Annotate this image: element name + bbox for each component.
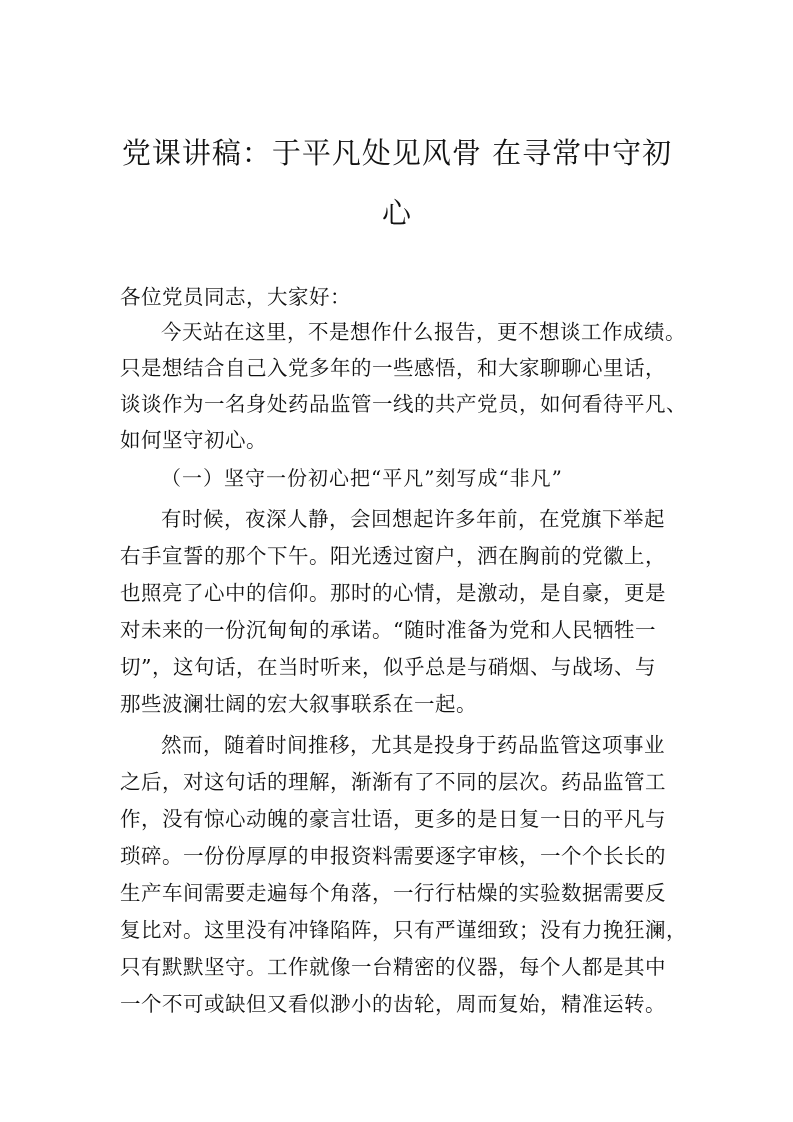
body-line: 只有默默坚守。工作就像一台精密的仪器，每个人都是其中: [120, 955, 666, 979]
body-line: 复比对。这里没有冲锋陷阵，只有严谨细致；没有力挽狂澜，: [120, 918, 687, 942]
body-line: 然而，随着时间推移，尤其是投身于药品监管这项事业: [161, 733, 665, 757]
body-line: 切”，这句话，在当时听来，似乎总是与硝烟、与战场、与: [120, 655, 656, 679]
body-line: 右手宣誓的那个下午。阳光透过窗户，洒在胸前的党徽上，: [120, 544, 666, 568]
body-line: 谈谈作为一名身处药品监管一线的共产党员，如何看待平凡、: [120, 392, 687, 416]
body-line: 有时候，夜深人静，会回想起许多年前，在党旗下举起: [161, 507, 665, 531]
body-line: 今天站在这里，不是想作什么报告，更不想谈工作成绩。: [161, 320, 686, 344]
salutation-line: 各位党员同志，大家好：: [120, 285, 351, 309]
body-line: 如何坚守初心。: [120, 428, 267, 452]
body-line: 也照亮了心中的信仰。那时的心情，是激动，是自豪，更是: [120, 581, 666, 605]
body-line: 之后，对这句话的理解，渐渐有了不同的层次。药品监管工: [120, 770, 666, 794]
body-line: 对未来的一份沉甸甸的承诺。“随时准备为党和人民牺牲一: [120, 618, 656, 642]
document-title-line-2: 心: [381, 196, 412, 230]
body-line: 琐碎。一份份厚厚的申报资料需要逐字审核，一个个长长的: [120, 844, 666, 868]
body-line: 只是想结合自己入党多年的一些感悟，和大家聊聊心里话，: [120, 356, 666, 380]
body-line: 那些波澜壮阔的宏大叙事联系在一起。: [120, 692, 477, 716]
body-line: 作，没有惊心动魄的豪言壮语，更多的是日复一日的平凡与: [120, 807, 666, 831]
document-title-line-1: 党课讲稿：于平凡处见风骨 在寻常中守初: [121, 136, 673, 170]
body-line: 一个不可或缺但又看似渺小的齿轮，周而复始，精准运转。: [120, 992, 666, 1016]
section-heading: （一）坚守一份初心把“平凡”刻写成“非凡”: [161, 466, 563, 490]
body-line: 生产车间需要走遍每个角落，一行行枯燥的实验数据需要反: [120, 881, 666, 905]
